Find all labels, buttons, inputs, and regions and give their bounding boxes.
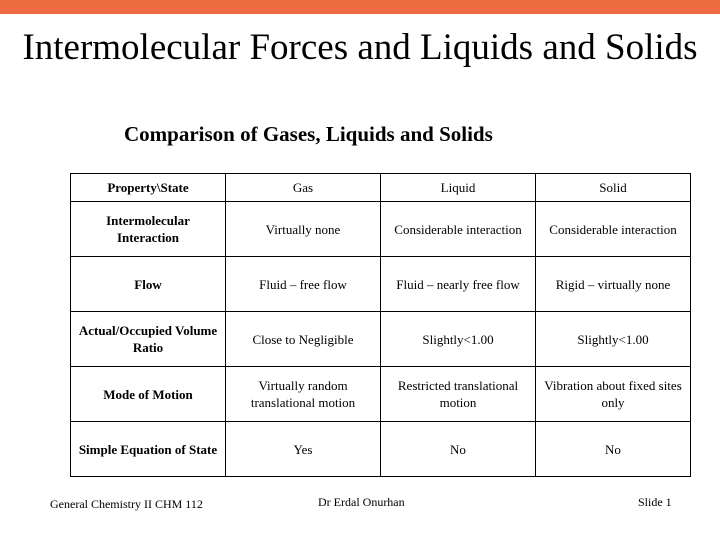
footer-author: Dr Erdal Onurhan: [318, 495, 405, 509]
slide-title: Intermolecular Forces and Liquids and Solids: [22, 27, 698, 68]
cell-gas: Close to Negligible: [226, 312, 381, 367]
row-label: Intermolecular Interaction: [71, 202, 226, 257]
cell-gas: Virtually random translational motion: [226, 367, 381, 422]
header-gas: Gas: [226, 174, 381, 202]
table-row: [71, 367, 691, 422]
cell-gas: Yes: [226, 422, 381, 477]
table-row: [71, 257, 691, 312]
table-row: [71, 422, 691, 477]
row-label: Actual/Occupied Volume Ratio: [71, 312, 226, 367]
cell-gas: Virtually none: [226, 202, 381, 257]
table-row: [71, 312, 691, 367]
header-liquid: Liquid: [381, 174, 536, 202]
footer-course: General Chemistry II CHM 112: [50, 497, 203, 511]
cell-solid: Slightly<1.00: [536, 312, 691, 367]
slide-subtitle: Comparison of Gases, Liquids and Solids: [124, 122, 493, 146]
cell-solid: No: [536, 422, 691, 477]
comparison-table: [70, 173, 691, 477]
cell-gas: Fluid – free flow: [226, 257, 381, 312]
table-header-row: [71, 174, 691, 202]
cell-liquid: Slightly<1.00: [381, 312, 536, 367]
footer-slide-number: Slide 1: [638, 495, 672, 509]
row-label: Simple Equation of State: [71, 422, 226, 477]
cell-solid: Considerable interaction: [536, 202, 691, 257]
table-row: [71, 202, 691, 257]
header-solid: Solid: [536, 174, 691, 202]
row-label: Flow: [71, 257, 226, 312]
cell-solid: Rigid – virtually none: [536, 257, 691, 312]
row-label: Mode of Motion: [71, 367, 226, 422]
cell-liquid: Fluid – nearly free flow: [381, 257, 536, 312]
cell-liquid: Restricted translational motion: [381, 367, 536, 422]
cell-liquid: No: [381, 422, 536, 477]
top-accent-bar: [0, 0, 720, 14]
cell-solid: Vibration about fixed sites only: [536, 367, 691, 422]
header-property-state: Property\State: [71, 174, 226, 202]
cell-liquid: Considerable interaction: [381, 202, 536, 257]
